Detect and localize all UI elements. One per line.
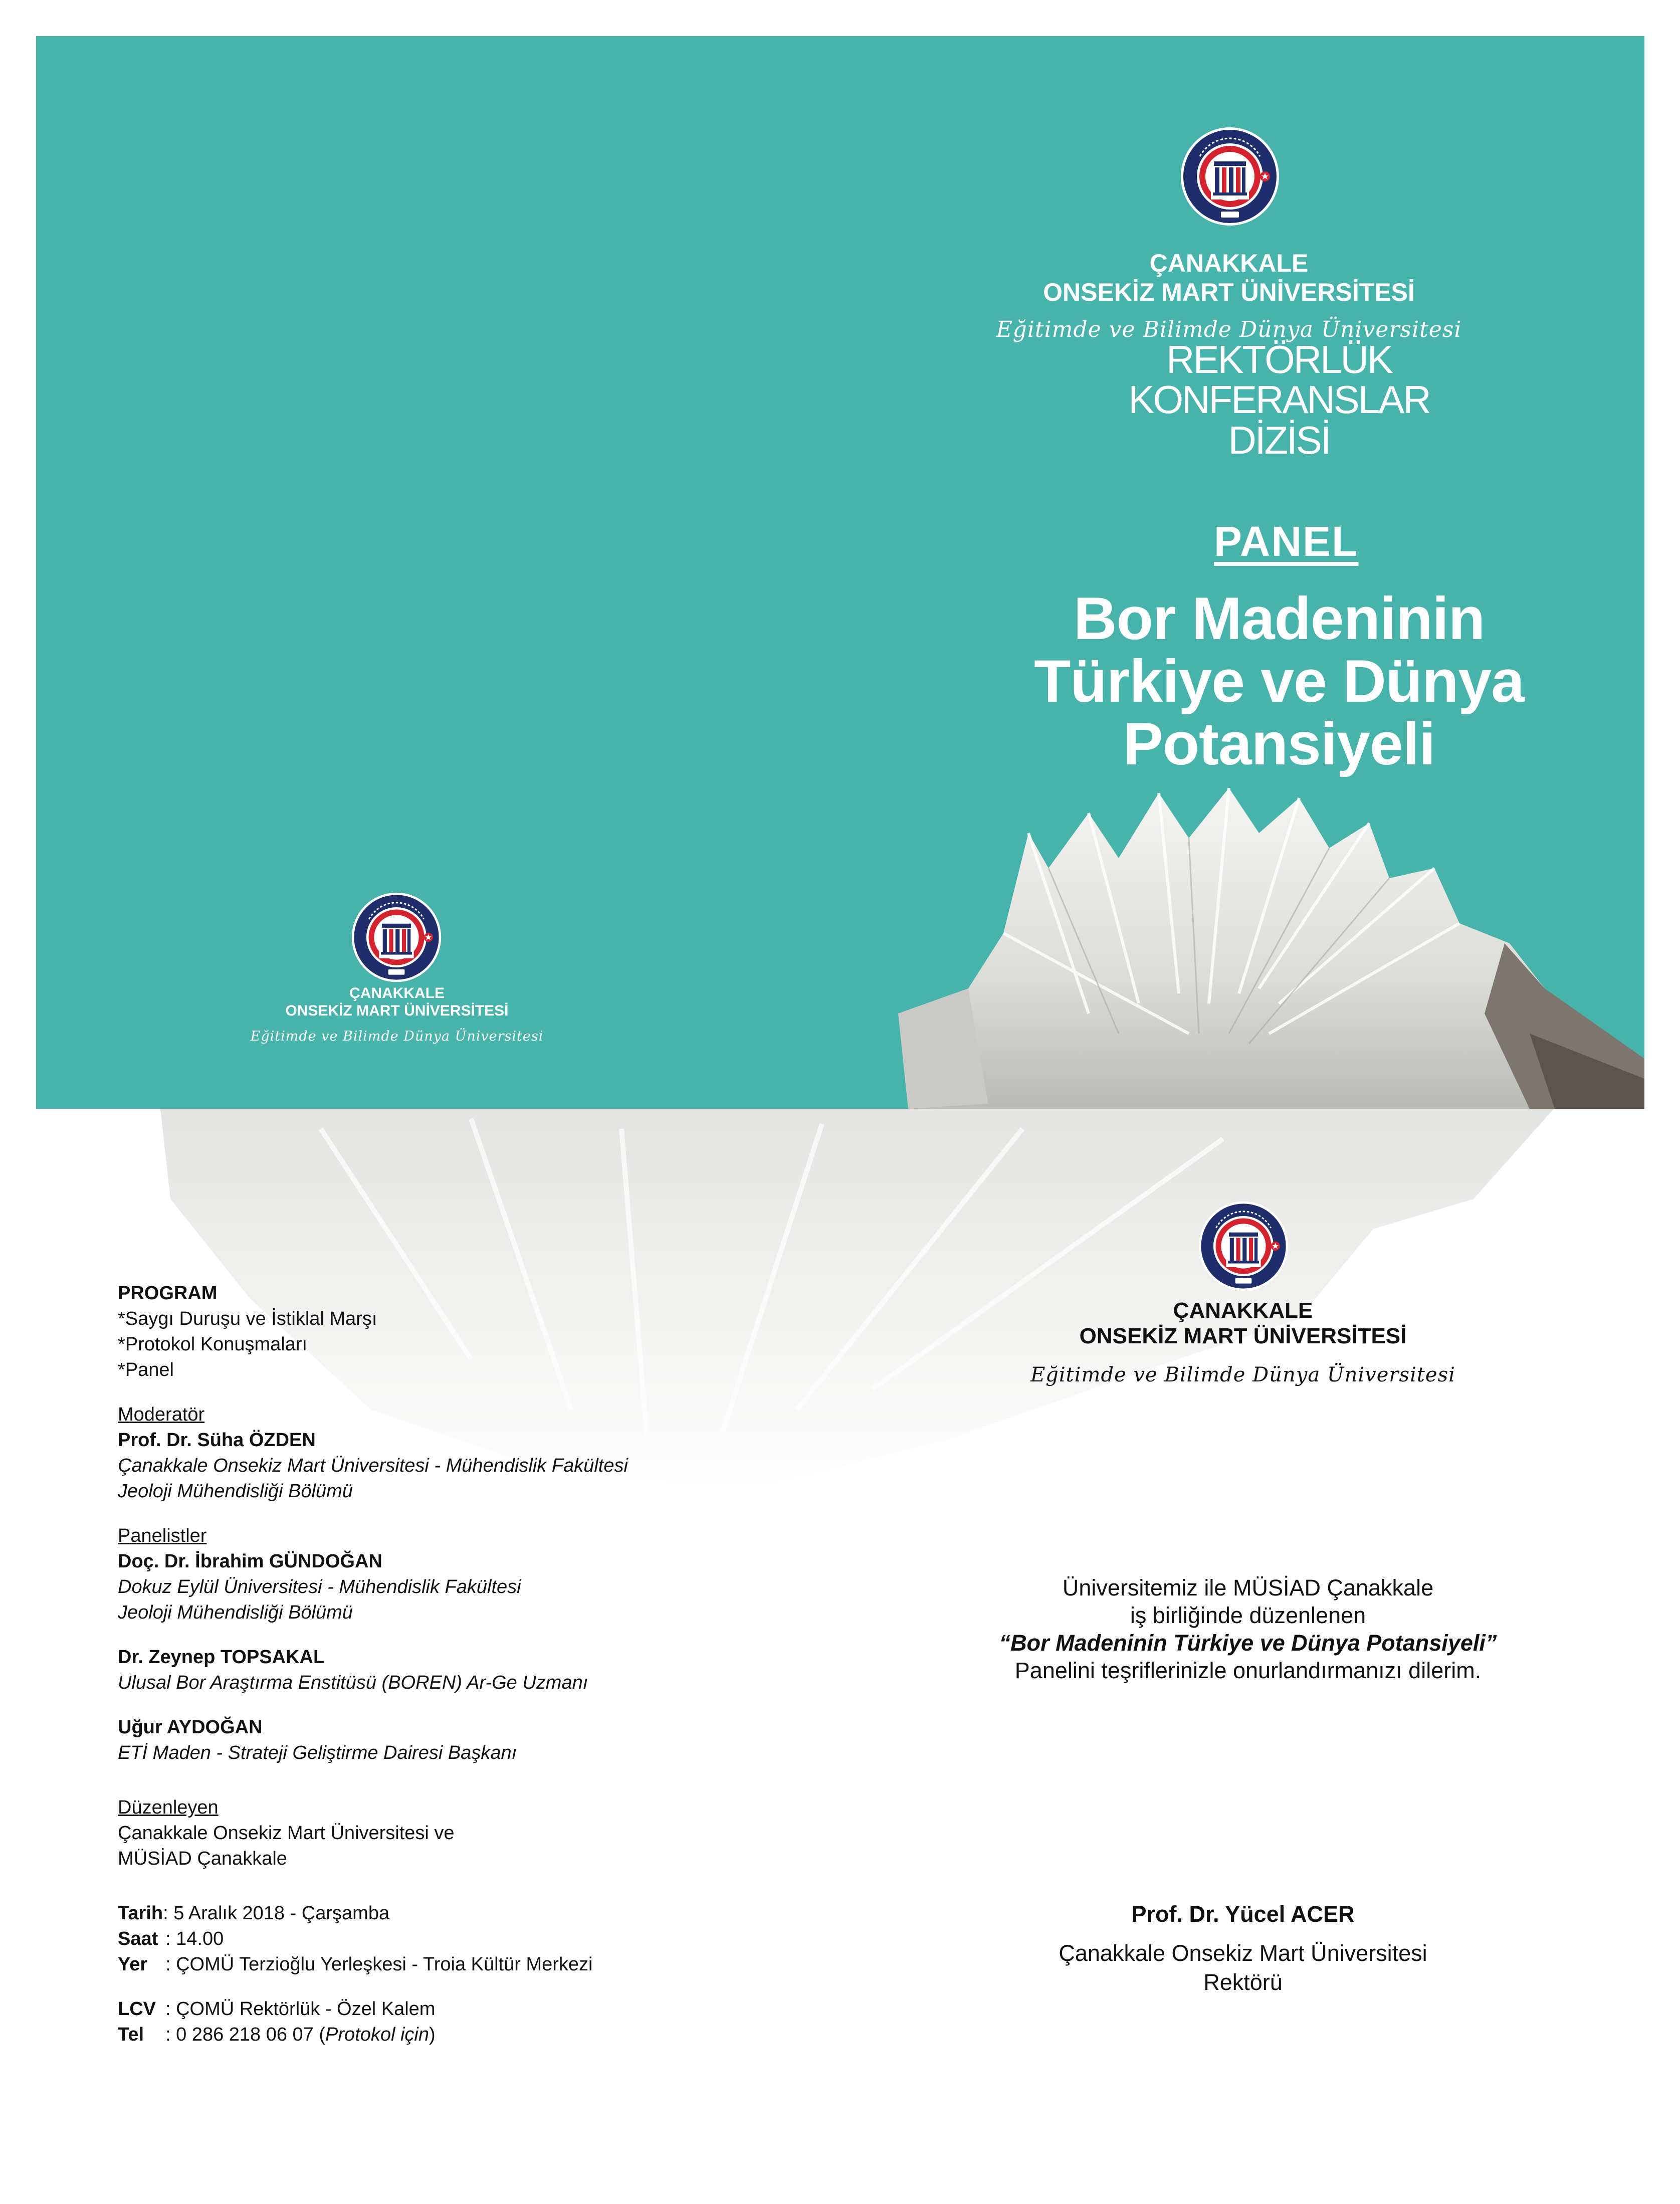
panelist-name: Uğur AYDOĞAN bbox=[118, 1717, 263, 1738]
signer-title: Çanakkale Onsekiz Mart Üniversitesi bbox=[1059, 1940, 1427, 1966]
boron-crystal-image bbox=[878, 753, 1644, 1109]
event-place-row bbox=[118, 1952, 769, 1977]
moderator-heading: Moderatör bbox=[118, 1404, 205, 1425]
event-date-row bbox=[118, 1901, 769, 1926]
series-line: DİZİSİ bbox=[1228, 418, 1330, 462]
date-label: Tarih bbox=[118, 1903, 163, 1924]
university-seal-icon bbox=[1180, 126, 1280, 227]
tel-label: Tel bbox=[118, 2024, 144, 2045]
title-line: Türkiye ve Dünya bbox=[1034, 647, 1524, 715]
inside-university-name bbox=[992, 1298, 1494, 1349]
program-item: *Panel bbox=[118, 1359, 174, 1380]
program-section bbox=[118, 1281, 769, 2048]
panelist-affiliation: ETİ Maden - Strateji Geliştirme Dairesi Başkanı bbox=[118, 1742, 517, 1763]
program-heading: PROGRAM bbox=[118, 1283, 218, 1304]
university-name: ONSEKİZ MART ÜNİVERSİTESİ bbox=[285, 1002, 509, 1019]
signature-block bbox=[982, 1900, 1504, 1997]
place-value: : ÇOMÜ Terzioğlu Yerleşkesi - Troia Kültür Merkezi bbox=[165, 1954, 593, 1975]
program-item: *Protokol Konuşmaları bbox=[118, 1334, 308, 1355]
panelist-affiliation: Dokuz Eylül Üniversitesi - Mühendislik Fakültesi bbox=[118, 1576, 521, 1597]
university-city: ÇANAKKALE bbox=[1173, 1298, 1313, 1323]
invitation-text bbox=[897, 1574, 1599, 1684]
invitation-line: iş birliğinde düzenlenen bbox=[1130, 1602, 1366, 1628]
tel-value: : 0 286 218 06 07 ( bbox=[165, 2024, 326, 2045]
rsvp-row bbox=[118, 1996, 769, 2022]
invitation-line: Üniversitemiz ile MÜSİAD Çanakkale bbox=[1062, 1575, 1434, 1600]
cover-panel bbox=[36, 36, 1644, 1109]
phone-row bbox=[118, 2022, 769, 2048]
title-line: Bor Madeninin bbox=[1073, 585, 1485, 652]
cover-title bbox=[963, 587, 1595, 775]
lcv-value: : ÇOMÜ Rektörlük - Özel Kalem bbox=[165, 1998, 436, 2020]
organizer-heading: Düzenleyen bbox=[118, 1797, 219, 1818]
university-seal-icon bbox=[1198, 1200, 1289, 1292]
cover-small-motto: Eğitimde ve Bilimde Dünya Üniversitesi bbox=[250, 1029, 544, 1044]
university-name: ONSEKİZ MART ÜNİVERSİTESİ bbox=[1043, 278, 1415, 306]
moderator-affiliation: Jeoloji Mühendisliği Bölümü bbox=[118, 1481, 353, 1502]
panelist-affiliation: Ulusal Bor Araştırma Enstitüsü (BOREN) Ar-Ge Uzmanı bbox=[118, 1672, 588, 1693]
inside-motto: Eğitimde ve Bilimde Dünya Üniversitesi bbox=[1030, 1363, 1455, 1386]
cover-small-university-name bbox=[247, 985, 547, 1020]
conference-series bbox=[1003, 339, 1555, 460]
time-value: : 14.00 bbox=[165, 1928, 224, 1949]
place-label: Yer bbox=[118, 1954, 148, 1975]
university-name: ONSEKİZ MART ÜNİVERSİTESİ bbox=[1079, 1323, 1407, 1348]
university-seal-icon bbox=[351, 892, 442, 983]
series-line: REKTÖRLÜK bbox=[1166, 337, 1392, 381]
signer-title: Rektörü bbox=[1203, 1969, 1283, 1995]
organizer-line: MÜSİAD Çanakkale bbox=[118, 1848, 287, 1869]
cover-motto: Eğitimde ve Bilimde Dünya Üniversitesi bbox=[996, 317, 1462, 342]
panelist-affiliation: Jeoloji Mühendisliği Bölümü bbox=[118, 1602, 353, 1623]
date-value: : 5 Aralık 2018 - Çarşamba bbox=[163, 1903, 390, 1924]
event-time-row bbox=[118, 1926, 769, 1952]
university-city: ÇANAKKALE bbox=[1149, 249, 1309, 277]
organizer-line: Çanakkale Onsekiz Mart Üniversitesi ve bbox=[118, 1823, 455, 1844]
invitation-event-title: “Bor Madeninin Türkiye ve Dünya Potansiyeli” bbox=[999, 1630, 1497, 1656]
signer-name: Prof. Dr. Yücel ACER bbox=[1131, 1901, 1355, 1927]
time-label: Saat bbox=[118, 1928, 158, 1949]
panelist-name: Doç. Dr. İbrahim GÜNDOĞAN bbox=[118, 1551, 382, 1572]
university-city: ÇANAKKALE bbox=[349, 985, 445, 1001]
panelist-name: Dr. Zeynep TOPSAKAL bbox=[118, 1647, 325, 1668]
title-line: Potansiyeli bbox=[1123, 710, 1435, 777]
moderator-name: Prof. Dr. Süha ÖZDEN bbox=[118, 1430, 316, 1451]
lcv-label: LCV bbox=[118, 1998, 156, 2020]
tel-note: Protokol için bbox=[325, 2024, 430, 2045]
cover-university-name bbox=[978, 249, 1480, 307]
series-line: KONFERANSLAR bbox=[1128, 377, 1430, 422]
invitation-line: Panelini teşriflerinizle onurlandırmanızı dilerim. bbox=[1014, 1658, 1482, 1683]
panel-label: PANEL bbox=[1214, 518, 1359, 565]
program-item: *Saygı Duruşu ve İstiklal Marşı bbox=[118, 1308, 377, 1329]
moderator-affiliation: Çanakkale Onsekiz Mart Üniversitesi - Mühendislik Fakültesi bbox=[118, 1455, 628, 1476]
tel-close: ) bbox=[429, 2024, 436, 2045]
panelists-heading: Panelistler bbox=[118, 1525, 207, 1546]
